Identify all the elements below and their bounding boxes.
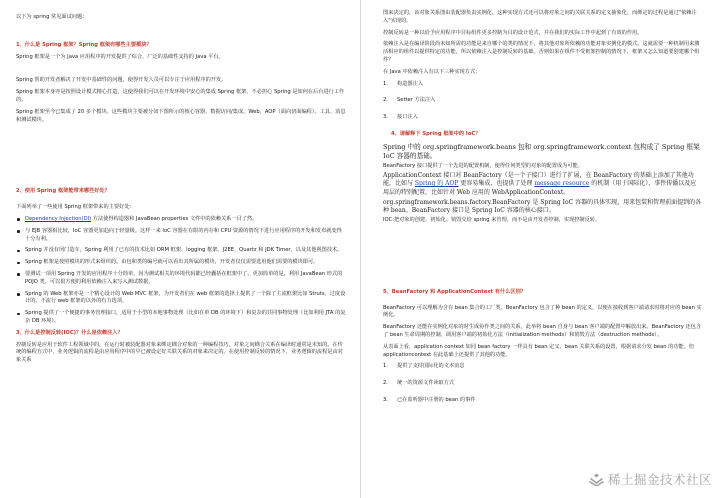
paragraph: BeanFactory 可以理解为含有 bean 集合的工厂类。BeanFactory 包含了种 bean 的定义，以便在接收到客户端请求时将对应的 bean 实例化。	[383, 304, 702, 319]
list-item: Dependency Injection(DI) 方法使得构造器和 JavaBean properties 文件中的依赖关系一目了然。	[16, 216, 346, 224]
list-item: 要测试一项用 Spring 开发的应用程序十分简单，因为测试相关的环境代码都已经囊括在框架中了。更加简单的是，利用 JavaBean 形式的 POJO 类，可以很方便的利用依赖注入来写入测试数据。	[16, 271, 346, 287]
paragraph: 控制反转是应用于软件工程领域中的，在运行时被装配器对象来绑定耦合对象的一种编程技巧，对象之间耦合关系在编译时通常是未知的。在传统的编程方式中，业务逻辑的流程是由应用程序中的早已被设定好关联关系的对象来决定的。在使用控制反转的情况下，业务逻辑的流程是由对象关系	[16, 341, 343, 364]
list-item: 3. 接口注入	[383, 114, 418, 121]
ioc-paragraph: ApplicationContext 接口对 BeanFactory（是一个子接口）进行了扩展，在 BeanFactory 的基础上添加了其他功能，比如与 Spring 的 AOP 更容易集成，也提供了处理 message resource 的机制（用于国际化）、事件传播以及应用层的特别配置，比如针对 Web 应用的 WebApplicationContext。	[383, 171, 697, 197]
juejin-logo-icon	[589, 473, 604, 486]
paragraph: Spring 框架是一个为 Java 应用程序的开发提供了综合、广泛的基础性支持的 Java 平台。	[16, 53, 224, 60]
list-item: 2. 统一的资源文件读取方式	[383, 380, 455, 387]
paragraph: 在 Java 中依赖注入有以下三种实现方式：	[383, 68, 481, 75]
question-heading-4: 4、请解释下 Spring 框架中的 IoC？	[391, 130, 481, 137]
list-item: Spring 提供了一个便捷的事务管理接口，适用于小型的本地事物处理（比如在单 DB 的环境下）和复杂的共同事物处理（比如利用 JTA 的复杂 DB 环境）。	[16, 310, 346, 326]
ac-features-list	[383, 363, 702, 404]
question-heading-1: 1、什么是 Spring 框架？Spring 框架有哪些主要模块？	[16, 41, 152, 48]
ioc-paragraph: IOC:把对象的创建、初始化、销毁交给 spring 来管理，而不是由开发者控制，实现控制反转。	[383, 217, 601, 224]
paragraph: 从表面上看，application context 如同 bean factory 一样具有 bean 定义、bean 关联关系的设置，根据请求分发 bean 的功能。但 applicationcontext 在此基础上还提供了其他的功能。	[383, 343, 695, 358]
ioc-paragraph: Spring 中的 org.springframework.beans 包和 org.springframework.context 包构成了 Spring 框架 IoC 容器的基础。	[383, 142, 700, 161]
document-page-right	[361, 0, 722, 498]
paragraph: BeanFactory 还能在实例化对象的时生成协作类之间的关系。此举将 bean 自身与 bean 客户端的配置中解放出来。BeanFactory 还包含了 bean 生命周期的控制，调用客户端的初始化方法（initialization methods）和销毁方法（destruction methods）。	[383, 324, 702, 339]
list-item: Spring 的 Web 框架亦是一个精心设计的 Web MVC 框架，为开发者们在 web 框架的选择上提供了一个除了主流框架比如 Struts、过度设计的、不流行 web 框架的以外的有力选项。	[16, 291, 346, 307]
di-ways-list	[383, 81, 702, 122]
list-item: 1. 提供了支持国际化的文本消息	[383, 363, 465, 370]
spring-aop-link[interactable]: Spring 的 AOP	[414, 180, 459, 188]
question-heading-5: 5、BeanFactory 和 ApplicationContext 有什么区别？	[383, 288, 526, 295]
ioc-paragraph: org.springframework.beans.factory.BeanFactory 是 Spring IoC 容器的具体实现，用来包装和管理前面提到的各种 bean。BeanFactory 接口是 Spring IoC 容器的核心接口。	[383, 198, 702, 215]
paragraph: Spring 框架至今已集成了 20 多个模块。这些模块主要被分如下图所示的核心容器、数据访问/集成、Web、AOP（面向切面编程）、工具、消息和测试模块。	[16, 108, 346, 123]
paragraph: Spring 帮助开发者解决了开发中基础性的问题，使得开发人员可以专注于应用程序的开发。	[16, 77, 227, 84]
question-heading-3: 3、什么是控制反转(IOC)？什么是依赖注入？	[16, 329, 123, 336]
question-heading-2: 2、使用 Spring 框架能带来哪些好处？	[16, 188, 110, 195]
list-item: 与 EJB 容器相比较，IoC 容器更加趋向于轻量级。这样一来 IoC 容器在有限的内存和 CPU 资源的情况下进行应用程序的开发和发布就变得十分有利。	[16, 228, 346, 244]
message-resource-link[interactable]: message resource	[534, 180, 590, 188]
paragraph: 控制反转是一种以给予应用程序中目标组件更多控制为目的设计范式，并在我们的实际工作中起到了有效的作用。	[383, 29, 643, 36]
paragraph: Spring 框架本身亦是按照设计模式精心打造，这使得我们可以在开发环境中安心的集成 Spring 框架，不必担心 Spring 是如何在后台进行工作的。	[16, 89, 345, 103]
paragraph: 依赖注入是在编译阶段尚未知所需的功能是来自哪个的类的情况下，将其他对象所依赖的功能对象实例化的模式。这就需要一种机制用来激活相应的组件以提供特定的功能，所以依赖注入是控制反转的基础。否则如果在组件不受框架控制的情况下，框架又怎么知道要创建哪个组件？	[383, 41, 700, 63]
watermark	[589, 470, 712, 488]
list-item: Spring 并没有闭门造车，Spring 利用了已有的技术比如 ORM 框架、logging 框架、J2EE、Quartz 和 JDK Timer，以及其他视图技术。	[16, 247, 346, 255]
di-link[interactable]: Dependency Injection(DI)	[25, 215, 92, 222]
watermark-text: 稀土掘金技术社区	[607, 472, 712, 487]
intro-text: 以下为 spring 常见面试问题：	[16, 14, 88, 20]
list-item: 3. 已在监听器中注册的 bean 的事件	[383, 397, 476, 404]
list-item: Spring 框架是按照模块的形式来组织的。由包和类的编号就可以看出其所属的模块，开发者仅仅需要选用他们需要的模块即可。	[16, 259, 346, 267]
benefits-list	[16, 216, 346, 326]
list-item: 2. Setter 方法注入	[383, 97, 436, 104]
ioc-paragraph: BeanFactory 接口提供了一个先进的配置机制，使得任何类型的对象的配置成为可能。	[383, 162, 583, 169]
list-item: 1. 构造器注入	[383, 80, 423, 87]
paragraph: 下面列举了一些使用 Spring 框架带来的主要好处：	[16, 204, 135, 211]
paragraph: 图来决定的，该对象关系图由装配器负责实例化，这种实现方式还可以将对象之间的关联关系的定义抽象化。而绑定的过程是通过"依赖注入"实现的。	[383, 10, 697, 24]
